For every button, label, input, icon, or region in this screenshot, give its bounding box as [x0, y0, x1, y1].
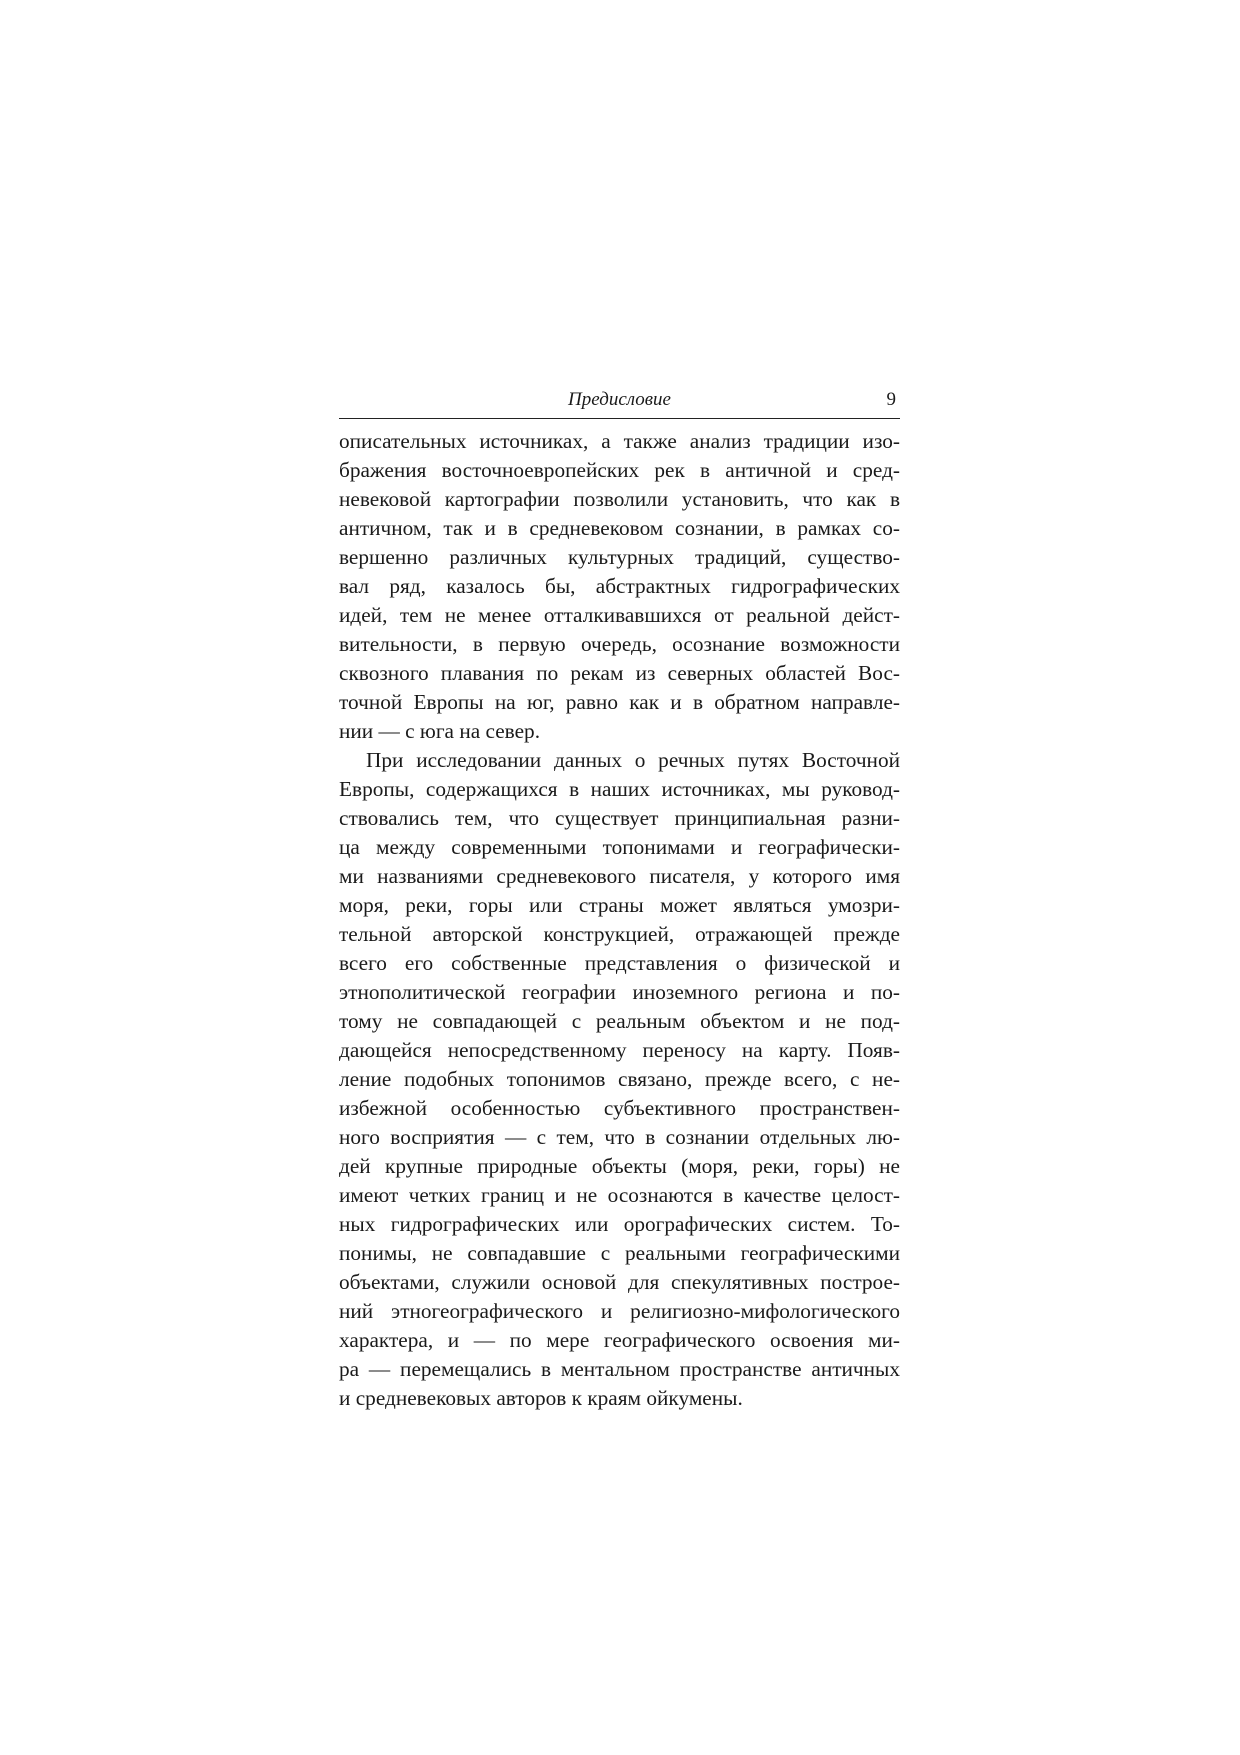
- text-line: понимы, не совпадавшие с реальными географическими: [339, 1241, 900, 1265]
- text-line: дей крупные природные объекты (моря, реки, горы) не: [339, 1154, 900, 1178]
- text-line: ний этногеографического и религиозно-мифологического: [339, 1299, 900, 1323]
- text-line: ствовались тем, что существует принципиальная разни-: [339, 806, 900, 830]
- text-line: моря, реки, горы или страны может являться умозри-: [339, 893, 900, 917]
- text-line: дающейся непосредственному переносу на карту. Появ-: [339, 1038, 900, 1062]
- paragraph-2: [339, 746, 900, 1413]
- text-line: тельной авторской конструкцией, отражающей прежде: [339, 922, 900, 946]
- text-line: тому не совпадающей с реальным объектом и не под-: [339, 1009, 900, 1033]
- text-line: ление подобных топонимов связано, прежде всего, с не-: [339, 1067, 900, 1091]
- text-line: всего его собственные представления о физической и: [339, 951, 900, 975]
- text-line: вительности, в первую очередь, осознание возможности: [339, 632, 900, 656]
- text-line: избежной особенностью субъективного пространствен-: [339, 1096, 900, 1120]
- page-number: 9: [886, 389, 896, 410]
- text-line: вал ряд, казалось бы, абстрактных гидрографических: [339, 574, 900, 598]
- text-line: невековой картографии позволили установить, что как в: [339, 487, 900, 511]
- text-line: ного восприятия — с тем, что в сознании отдельных лю-: [339, 1125, 900, 1149]
- running-head: [339, 388, 900, 419]
- text-line: сквозного плавания по рекам из северных областей Вос-: [339, 661, 900, 685]
- text-line: этнополитической географии иноземного региона и по-: [339, 980, 900, 1004]
- text-line: идей, тем не менее отталкивавшихся от реальной дейст-: [339, 603, 900, 627]
- text-line: объектами, служили основой для спекулятивных построе-: [339, 1270, 900, 1294]
- text-line: ра — перемещались в ментальном пространстве античных: [339, 1357, 900, 1381]
- text-line: описательных источниках, а также анализ традиции изо-: [339, 429, 900, 453]
- text-line: и средневековых авторов к краям ойкумены.: [339, 1386, 743, 1410]
- text-line: При исследовании данных о речных путях Восточной: [366, 748, 900, 772]
- text-line: имеют четких границ и не осознаются в качестве целост-: [339, 1183, 900, 1207]
- text-line: бражения восточноевропейских рек в античной и сред-: [339, 458, 900, 482]
- text-line: ца между современными топонимами и географически-: [339, 835, 900, 859]
- running-title: Предисловие: [568, 389, 671, 410]
- text-line: античном, так и в средневековом сознании, в рамках со-: [339, 516, 900, 540]
- text-line: Европы, содержащихся в наших источниках, мы руковод-: [339, 777, 900, 801]
- body-text: [339, 427, 900, 1413]
- text-line: ных гидрографических или орографических систем. То-: [339, 1212, 900, 1236]
- text-line: ми названиями средневекового писателя, у которого имя: [339, 864, 900, 888]
- text-line: нии — с юга на север.: [339, 719, 541, 743]
- text-line: вершенно различных культурных традиций, существо-: [339, 545, 900, 569]
- text-line: характера, и — по мере географического освоения ми-: [339, 1328, 900, 1352]
- text-line: точной Европы на юг, равно как и в обратном направле-: [339, 690, 900, 714]
- paragraph-1: [339, 427, 900, 746]
